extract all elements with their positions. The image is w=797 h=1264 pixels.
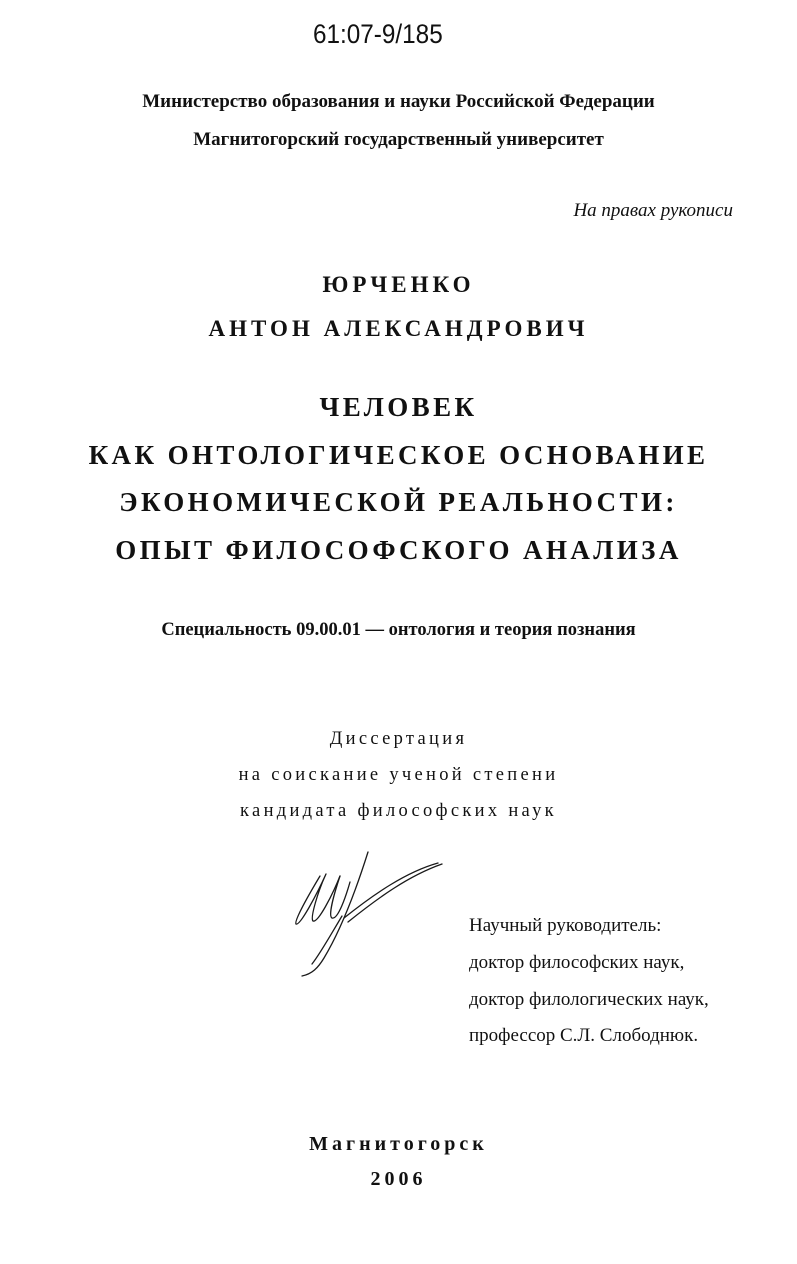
dissertation-line-2: на соискание ученой степени: [238, 765, 559, 785]
city: Магнитогорск: [309, 1133, 488, 1155]
author-given-names: АНТОН АЛЕКСАНДРОВИЧ: [208, 316, 589, 341]
manuscript-note: На правах рукописи: [573, 200, 733, 221]
specialty: Специальность 09.00.01 — онтология и теория познания: [161, 620, 636, 640]
dissertation-line-3: кандидата философских наук: [240, 801, 557, 821]
supervisor-degree-2: доктор филологических наук,: [469, 989, 709, 1010]
author-surname: ЮРЧЕНКО: [322, 272, 475, 297]
title-line-3: ЭКОНОМИЧЕСКОЙ РЕАЛЬНОСТИ:: [119, 487, 678, 517]
title-line-1: ЧЕЛОВЕК: [319, 392, 478, 422]
ministry-name: Министерство образования и науки Российской Федерации: [142, 91, 655, 112]
supervisor-name: профессор С.Л. Слободнюк.: [469, 1025, 699, 1046]
supervisor-label: Научный руководитель:: [469, 915, 662, 936]
title-line-4: ОПЫТ ФИЛОСОФСКОГО АНАЛИЗА: [115, 535, 682, 565]
archive-code: 61:07-9/185: [313, 19, 443, 49]
university-name: Магнитогорский государственный университет: [193, 129, 604, 150]
signature-image: [282, 846, 452, 981]
dissertation-line-1: Диссертация: [329, 729, 468, 749]
supervisor-degree-1: доктор философских наук,: [469, 952, 685, 973]
year: 2006: [370, 1168, 427, 1190]
title-line-2: КАК ОНТОЛОГИЧЕСКОЕ ОСНОВАНИЕ: [88, 440, 709, 470]
